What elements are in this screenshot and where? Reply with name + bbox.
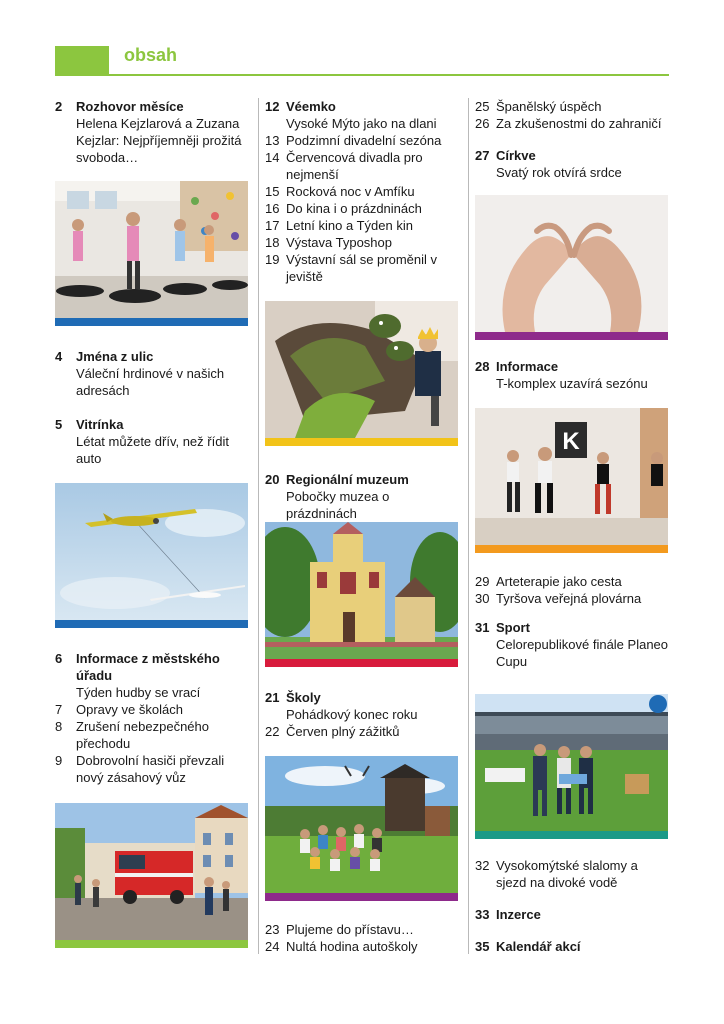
color-bar-blue xyxy=(55,318,248,326)
page-number: 24 xyxy=(265,939,280,954)
page-number: 27 xyxy=(475,148,490,163)
section-title: Kalendář akcí xyxy=(496,939,581,954)
page-number: 16 xyxy=(265,201,280,216)
page-number: 21 xyxy=(265,690,280,705)
toc-entry-24[interactable] xyxy=(265,938,460,955)
toc-entry-5[interactable] xyxy=(55,416,250,467)
color-bar-blue xyxy=(55,620,248,628)
section-title: Véemko xyxy=(286,99,336,114)
article-title: Podzimní divadelní sezóna xyxy=(286,133,442,148)
toc-entry-16[interactable] xyxy=(265,200,460,217)
toc-entry-7[interactable] xyxy=(55,701,250,718)
article-title: Letní kino a Týden kin xyxy=(286,218,413,233)
page-number: 12 xyxy=(265,99,280,114)
page-number: 25 xyxy=(475,99,490,114)
page-number: 8 xyxy=(55,719,63,734)
toc-entry-18[interactable] xyxy=(265,234,460,251)
toc-entry-28[interactable] xyxy=(475,358,670,392)
color-bar-orange xyxy=(475,545,668,553)
toc-entry-17[interactable] xyxy=(265,217,460,234)
toc-entry-21[interactable] xyxy=(265,689,460,723)
toc-entry-20[interactable] xyxy=(265,471,460,522)
photo-dance-class xyxy=(475,408,668,553)
toc-entry-6[interactable] xyxy=(55,650,250,701)
toc-entry-22[interactable] xyxy=(265,723,460,740)
article-title: Tyršova veřejná plovárna xyxy=(496,591,642,606)
page-number: 18 xyxy=(265,235,280,250)
section-title: Rozhovor měsíce xyxy=(76,99,184,114)
article-title: Váleční hrdinové v našich adresách xyxy=(76,366,225,398)
section-title: Církve xyxy=(496,148,536,163)
column-divider-2 xyxy=(468,98,469,954)
article-title: Opravy ve školách xyxy=(76,702,183,717)
article-title: T-komplex uzavírá sezónu xyxy=(496,376,648,391)
toc-entry-4[interactable] xyxy=(55,348,250,399)
page-number: 2 xyxy=(55,99,63,114)
toc-entry-25[interactable] xyxy=(475,98,670,115)
article-title: Za zkušenostmi do zahraničí xyxy=(496,116,662,131)
section-title: Školy xyxy=(286,690,321,705)
color-bar-green xyxy=(55,940,248,948)
color-bar-yellow xyxy=(265,438,458,446)
section-title: Informace xyxy=(496,359,559,374)
article-title: Týden hudby se vrací xyxy=(76,685,201,700)
page-number: 23 xyxy=(265,922,280,937)
article-title: Pobočky muzea o prázdninách xyxy=(286,489,390,521)
article-title: Španělský úspěch xyxy=(496,99,602,114)
toc-entry-30[interactable] xyxy=(475,590,670,607)
page-number: 28 xyxy=(475,359,490,374)
page-number: 22 xyxy=(265,724,280,739)
page-number: 14 xyxy=(265,150,280,165)
toc-entry-33[interactable] xyxy=(475,906,670,923)
photo-sport-award xyxy=(475,694,668,839)
toc-entry-35[interactable] xyxy=(475,938,670,955)
page-number: 5 xyxy=(55,417,63,432)
page-number: 15 xyxy=(265,184,280,199)
toc-entry-2[interactable] xyxy=(55,98,250,166)
section-title: Inzerce xyxy=(496,907,541,922)
page-number: 20 xyxy=(265,472,280,487)
color-bar-red xyxy=(265,659,458,667)
article-title: Vysokomýtské slalomy a sjezd na divoké vodě xyxy=(496,858,638,890)
article-title: Červencová divadla pro nejmenší xyxy=(286,150,423,182)
page-number: 4 xyxy=(55,349,63,364)
color-bar-teal xyxy=(475,831,668,839)
k-logo-sign: K xyxy=(562,428,580,455)
toc-entry-12[interactable] xyxy=(265,98,460,132)
section-title: Informace z městského úřadu xyxy=(76,651,220,683)
article-title: Do kina i o prázdninách xyxy=(286,201,422,216)
toc-entry-14[interactable] xyxy=(265,149,460,183)
color-bar-purple xyxy=(265,893,458,901)
article-title: Zrušení nebezpečného přechodu xyxy=(76,719,209,751)
section-title: Jména z ulic xyxy=(76,349,154,364)
photo-trampoline-fitness xyxy=(55,181,248,326)
toc-entry-13[interactable] xyxy=(265,132,460,149)
toc-entry-31[interactable] xyxy=(475,619,670,670)
toc-entry-27[interactable] xyxy=(475,147,670,181)
page-number: 31 xyxy=(475,620,490,635)
article-title: Plujeme do přístavu… xyxy=(286,922,414,937)
header-accent-block xyxy=(55,46,109,76)
page-number: 9 xyxy=(55,753,63,768)
article-title: Vysoké Mýto jako na dlani xyxy=(286,116,437,131)
page-number: 13 xyxy=(265,133,280,148)
article-title: Helena Kejzlarová a Zuzana Kejzlar: Nejpříjemněji prožitá svoboda… xyxy=(76,116,242,165)
color-bar-purple xyxy=(475,332,668,340)
article-title: Arteterapie jako cesta xyxy=(496,574,622,589)
article-title: Létat můžete dřív, než řídit auto xyxy=(76,434,229,466)
page-number: 35 xyxy=(475,939,490,954)
column-divider-1 xyxy=(258,98,259,954)
article-title: Červen plný zážitků xyxy=(286,724,400,739)
article-title: Dobrovolní hasiči převzali nový zásahový vůz xyxy=(76,753,225,785)
toc-entry-9[interactable] xyxy=(55,752,250,786)
photo-aircraft-glider xyxy=(55,483,248,628)
toc-entry-29[interactable] xyxy=(475,573,670,590)
article-title: Celorepublikové finále Planeo Cupu xyxy=(496,637,669,669)
photo-dragon-theatre xyxy=(265,301,458,446)
page-number: 26 xyxy=(475,116,490,131)
toc-entry-32[interactable] xyxy=(475,857,670,891)
page-number: 19 xyxy=(265,252,280,267)
toc-entry-15[interactable] xyxy=(265,183,460,200)
article-title: Nultá hodina autoškoly xyxy=(286,939,418,954)
section-title: Regionální muzeum xyxy=(286,472,409,487)
photo-fire-truck xyxy=(55,803,248,948)
header-rule xyxy=(109,74,669,76)
page-number: 7 xyxy=(55,702,63,717)
photo-heart-hands xyxy=(475,195,668,340)
article-title: Rocková noc v Amfíku xyxy=(286,184,415,199)
toc-entry-8[interactable] xyxy=(55,718,250,752)
page-number: 29 xyxy=(475,574,490,589)
page-number: 32 xyxy=(475,858,490,873)
page-number: 6 xyxy=(55,651,63,666)
section-title: Sport xyxy=(496,620,530,635)
article-title: Svatý rok otvírá srdce xyxy=(496,165,622,180)
toc-entry-19[interactable] xyxy=(265,251,460,285)
photo-school-trip-group xyxy=(265,756,458,901)
toc-entry-23[interactable] xyxy=(265,921,460,938)
article-title: Pohádkový konec roku xyxy=(286,707,418,722)
section-title: Vitrínka xyxy=(76,417,124,432)
article-title: Výstava Typoshop xyxy=(286,235,392,250)
page-number: 17 xyxy=(265,218,280,233)
photo-baroque-church xyxy=(265,522,458,667)
page-number: 30 xyxy=(475,591,490,606)
page-title: obsah xyxy=(124,45,178,65)
article-title: Výstavní sál se proměnil v jeviště xyxy=(286,252,438,284)
page-number: 33 xyxy=(475,907,490,922)
toc-entry-26[interactable] xyxy=(475,115,670,132)
